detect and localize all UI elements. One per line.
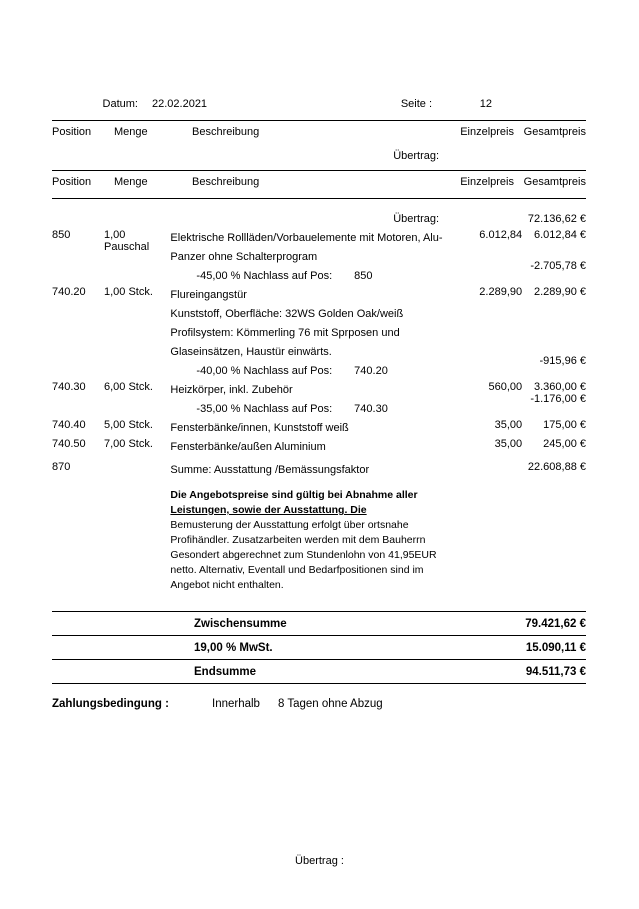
col-einzelpreis-2: Einzelpreis <box>460 176 514 188</box>
page-label: Seite : <box>400 98 432 110</box>
col-position-2: Position <box>52 176 92 188</box>
item-description-line: Profilsystem: Kömmerling 76 mit Sprposen und <box>170 327 400 339</box>
line-items-table <box>52 229 586 593</box>
item-position: 740.30 <box>52 381 86 393</box>
item-quantity <box>104 457 170 593</box>
column-header-row-2 <box>52 171 586 194</box>
col-einzelpreis: Einzelpreis <box>460 126 514 138</box>
total-value: 94.511,73 € <box>525 666 586 678</box>
item-description <box>170 229 460 286</box>
item-description <box>170 381 460 419</box>
item-position: 870 <box>52 461 71 473</box>
item-position: 740.50 <box>52 438 86 450</box>
item-position: 850 <box>52 229 71 241</box>
subtotal-row <box>52 612 586 635</box>
item-discount-text: -40,00 % Nachlass auf Pos: <box>196 365 333 377</box>
item-unit-price: 35,00 <box>494 419 523 431</box>
column-header-row-1 <box>52 121 586 144</box>
vat-label: 19,00 % MwSt. <box>194 642 273 654</box>
col-beschreibung-2: Beschreibung <box>192 176 260 188</box>
item-discount-text: -35,00 % Nachlass auf Pos: <box>196 403 333 415</box>
terms-note-line: Angebot nicht enthalten. <box>170 579 284 591</box>
payment-terms-value-part1: Innerhalb <box>212 698 260 710</box>
item-discount-position: 740.30 <box>354 403 388 415</box>
table-row <box>52 381 586 419</box>
date-label: Datum: <box>102 98 138 110</box>
carryover-label-second: Übertrag: <box>393 213 440 225</box>
item-total-value: 2.289,90 € <box>534 286 586 298</box>
terms-note-line: netto. Alternativ, Eventall und Bedarfpositionen sind im <box>170 564 424 576</box>
document-meta-row <box>52 98 586 116</box>
item-discount-value: -2.705,78 € <box>530 260 586 272</box>
item-unit-price: 2.289,90 <box>479 286 523 298</box>
item-description <box>170 438 460 457</box>
table-row <box>52 419 586 438</box>
item-total-price: 245,00 € <box>543 438 586 450</box>
table-row <box>52 229 586 286</box>
item-total-price <box>522 457 586 593</box>
item-quantity: 1,00 Pauschal <box>103 229 150 253</box>
item-discount-position: 740.20 <box>354 365 388 377</box>
item-unit-price: 560,00 <box>488 381 523 393</box>
totals-block <box>52 611 586 684</box>
vat-value: 15.090,11 € <box>525 642 586 654</box>
item-description <box>170 419 460 438</box>
carryover-value-top <box>443 150 586 162</box>
payment-terms-value-part2: 8 Tagen ohne Abzug <box>277 698 383 710</box>
item-description-line: Fensterbänke/außen Aluminium <box>170 441 326 453</box>
item-description-line: Kunststoff, Oberfläche: 32WS Golden Oak/weiß <box>170 308 404 320</box>
item-position: 740.20 <box>52 286 86 298</box>
item-description-line: Heizkörper, inkl. Zubehör <box>170 384 293 396</box>
payment-terms-label: Zahlungsbedingung : <box>52 698 169 710</box>
item-discount-position: 850 <box>354 270 373 282</box>
item-unit-price <box>460 457 522 593</box>
item-quantity: 5,00 Stck. <box>103 419 153 431</box>
item-unit-price: 6.012,84 <box>479 229 523 241</box>
payment-terms-row <box>52 698 586 710</box>
invoice-body <box>52 98 586 710</box>
item-total-price <box>522 286 586 381</box>
item-quantity: 7,00 Stck. <box>103 438 153 450</box>
divider-totals-bottom <box>52 683 586 684</box>
terms-note-line: Bemusterung der Ausstattung erfolgt über ortsnahe <box>170 519 409 531</box>
item-quantity: 1,00 Stck. <box>103 286 153 298</box>
col-menge-2: Menge <box>114 176 148 188</box>
subtotal-value: 79.421,62 € <box>525 618 586 630</box>
carryover-row-second <box>52 199 586 229</box>
item-description-line: Flureingangstür <box>170 289 247 301</box>
item-description <box>170 457 460 593</box>
item-total-price <box>522 229 586 286</box>
terms-note <box>170 488 460 593</box>
item-total-value: 22.608,88 € <box>527 461 586 473</box>
carryover-value-second: 72.136,62 € <box>527 213 586 225</box>
item-total-price: 175,00 € <box>543 419 586 431</box>
item-discount-line <box>170 267 460 286</box>
col-menge: Menge <box>114 126 148 138</box>
col-beschreibung: Beschreibung <box>192 126 260 138</box>
item-total-price <box>522 381 586 419</box>
item-discount-line <box>170 400 460 419</box>
col-gesamtpreis-2: Gesamtpreis <box>523 176 586 188</box>
col-position: Position <box>52 126 92 138</box>
item-total-value: 3.360,00 € <box>534 381 586 393</box>
total-label: Endsumme <box>194 666 256 678</box>
carryover-label-top: Übertrag: <box>393 150 440 162</box>
table-row <box>52 438 586 457</box>
item-quantity: 6,00 Stck. <box>103 381 153 393</box>
terms-note-line: Gesondert abgerechnet zum Stundenlohn von 41,95EUR <box>170 549 437 561</box>
item-description-line: Fensterbänke/innen, Kunststoff weiß <box>170 422 349 434</box>
footer-carryover-label: Übertrag : <box>295 855 344 867</box>
item-discount-line <box>170 362 460 381</box>
item-unit-price: 35,00 <box>494 438 523 450</box>
item-discount-value: -1.176,00 € <box>530 393 586 405</box>
terms-note-line: Die Angebotspreise sind gültig bei Abnahme aller <box>170 489 418 501</box>
item-description-line: Summe: Ausstattung /Bemässungsfaktor <box>170 464 370 476</box>
vat-row <box>52 636 586 659</box>
item-total-value: 6.012,84 € <box>534 229 586 241</box>
item-description-line: Elektrische Rollläden/Vorbauelemente mit Motoren, Alu- <box>170 232 443 244</box>
item-description-line: Glaseinsätzen, Haustür einwärts. <box>170 346 332 358</box>
item-position: 740.40 <box>52 419 86 431</box>
subtotal-label: Zwischensumme <box>194 618 287 630</box>
terms-note-line: Profihändler. Zusatzarbeiten werden mit dem Bauherrn <box>170 534 426 546</box>
date-value: 22.02.2021 <box>152 98 208 110</box>
table-row <box>52 286 586 381</box>
terms-note-line: Leistungen, sowie der Ausstattung. Die <box>170 504 367 516</box>
col-gesamtpreis: Gesamtpreis <box>523 126 586 138</box>
page-number: 12 <box>479 98 492 110</box>
item-discount-text: -45,00 % Nachlass auf Pos: <box>196 270 333 282</box>
item-description-line: Panzer ohne Schalterprogram <box>170 251 318 263</box>
item-discount-value: -915,96 € <box>539 355 586 367</box>
page-footer <box>0 855 639 867</box>
item-description <box>170 286 460 381</box>
carryover-row-top <box>52 144 586 166</box>
payment-terms-value <box>202 698 383 710</box>
total-row <box>52 660 586 683</box>
table-row <box>52 457 586 593</box>
